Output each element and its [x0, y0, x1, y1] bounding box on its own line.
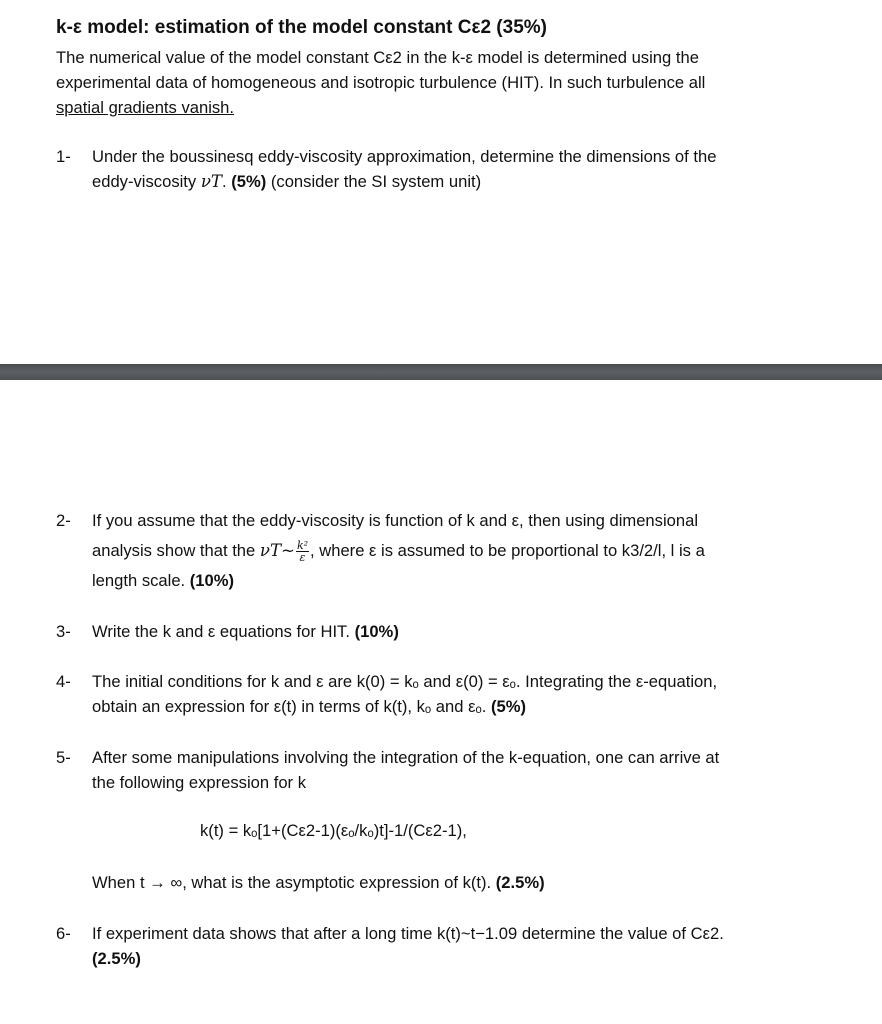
question-5	[56, 745, 846, 795]
question-3-marks: (10%)	[354, 622, 399, 641]
question-number: 6-	[56, 924, 71, 943]
q4-line2-text: obtain an expression for ε(t) in terms of k(t), kₒ and εₒ.	[92, 697, 491, 716]
q1-text: eddy-viscosity	[92, 172, 201, 191]
question-4	[56, 669, 846, 719]
question-6	[56, 921, 846, 971]
question-6-line-1: If experiment data shows that after a long time k(t)~t−1.09 determine the value of Cε2.	[92, 924, 724, 943]
question-5-asymptotic	[92, 870, 852, 895]
question-5-line-3: When t → ∞, what is the asymptotic expression of k(t).	[92, 873, 496, 892]
question-1	[56, 144, 846, 194]
question-number: 2-	[56, 511, 71, 530]
eddy-viscosity-symbol: νT	[200, 172, 222, 191]
question-3	[56, 619, 846, 644]
question-5-line-2: the following expression for k	[92, 773, 306, 792]
question-number: 3-	[56, 622, 71, 641]
question-1-line-1: Under the boussinesq eddy-viscosity approximation, determine the dimensions of the	[92, 147, 717, 166]
question-4-marks: (5%)	[491, 697, 527, 716]
question-number: 5-	[56, 748, 71, 767]
q1-text-end: (consider the SI system unit)	[266, 172, 482, 191]
question-2	[56, 506, 846, 596]
question-5-line-1: After some manipulations involving the integration of the k-equation, one can arrive at	[92, 748, 720, 767]
question-4-line-1: The initial conditions for k and ε are k(0) = kₒ and ε(0) = εₒ. Integrating the ε-equation,	[92, 672, 718, 691]
intro-paragraph	[56, 45, 856, 120]
intro-line-1: The numerical value of the model constant Cε2 in the k-ε model is determined using the	[56, 48, 699, 67]
problem-title: k-ε model: estimation of the model constant Cε2 (35%)	[56, 17, 547, 38]
question-3-text: Write the k and ε equations for HIT.	[92, 622, 355, 641]
question-5-marks: (2.5%)	[495, 873, 545, 892]
question-2-line-2	[92, 536, 846, 566]
section-divider	[0, 364, 882, 380]
question-1-line-2	[92, 169, 846, 194]
q2-text: analysis show that the	[92, 541, 260, 560]
q2-line3-text: length scale.	[92, 571, 190, 590]
question-2-marks: (10%)	[189, 571, 235, 590]
question-6-marks: (2.5%)	[92, 949, 141, 968]
fraction-numerator: k²	[296, 539, 309, 553]
question-number: 1-	[56, 147, 71, 166]
k-of-t-formula: k(t) = kₒ[1+(Cε2-1)(εₒ/kₒ)t]-1/(Cε2-1),	[200, 821, 467, 840]
question-2-line-3	[92, 566, 846, 596]
question-2-line-1: If you assume that the eddy-viscosity is function of k and ε, then using dimensional	[92, 511, 699, 530]
intro-underlined-text: spatial gradients vanish.	[56, 98, 235, 117]
question-1-marks: (5%)	[231, 172, 267, 191]
q2-text-end: , where ε is assumed to be proportional to k3/2/l, l is a	[310, 541, 705, 560]
intro-line-2: experimental data of homogeneous and isotropic turbulence (HIT). In such turbulence all	[56, 73, 706, 92]
fraction-denominator: ε	[299, 551, 306, 565]
intro-line-3	[56, 95, 856, 120]
q1-punct: .	[221, 172, 232, 191]
question-number: 4-	[56, 672, 71, 691]
question-4-line-2	[92, 694, 846, 719]
k-squared-over-epsilon	[296, 540, 309, 563]
eddy-viscosity-expr: νT~	[259, 541, 295, 560]
